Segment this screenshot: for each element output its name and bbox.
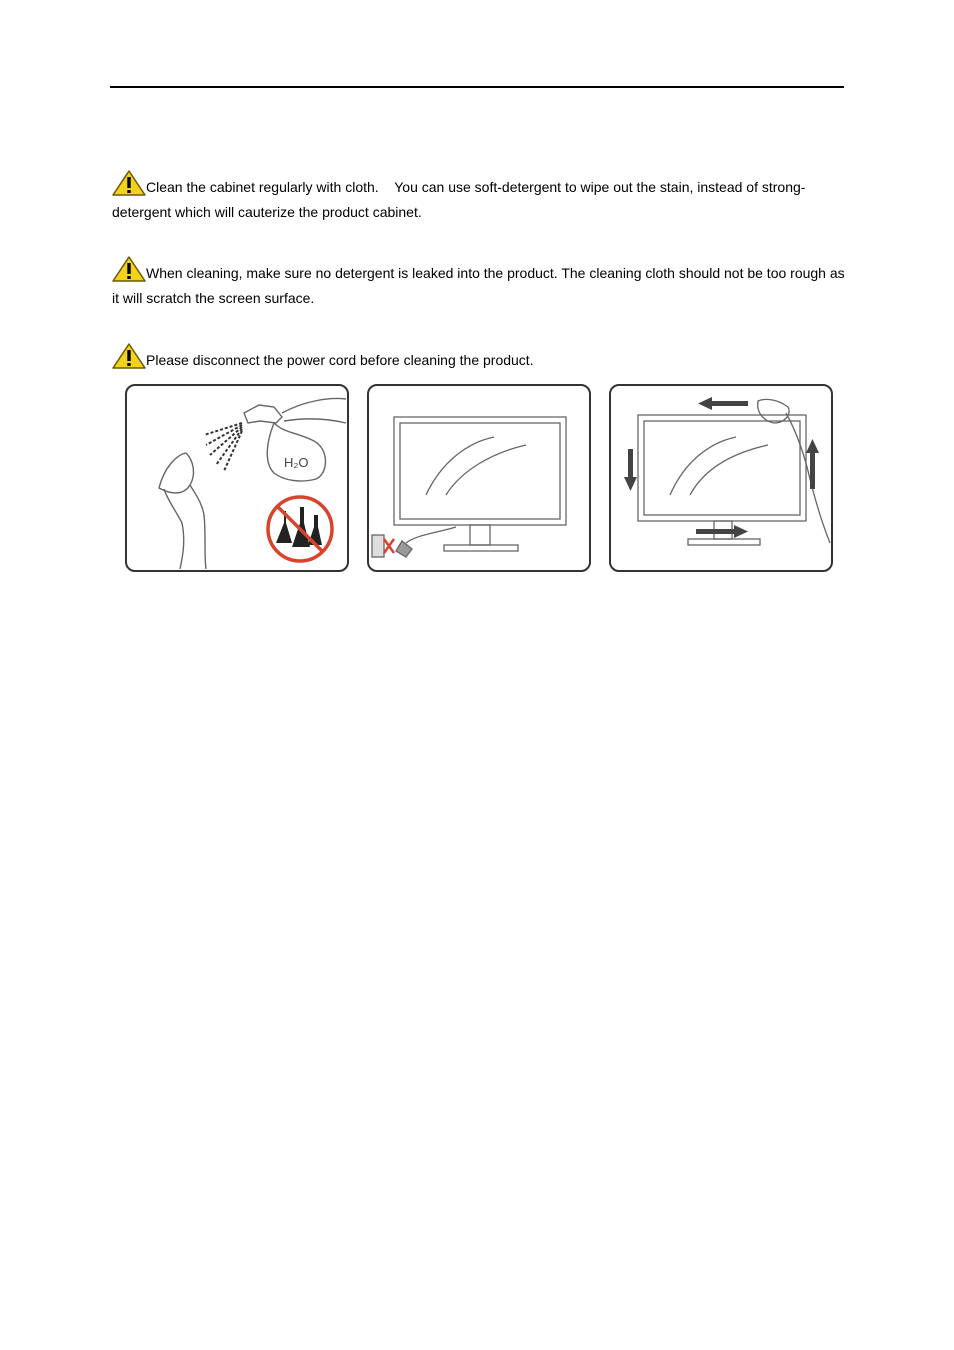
spray-label: H₂O (284, 455, 309, 470)
warning-text: When cleaning, make sure no detergent is leaked into the product. The cleaning cloth should not be too rough as it will scratch the screen surface. (112, 265, 845, 306)
warning-paragraph-detergent (112, 256, 848, 311)
header-rule (110, 86, 844, 88)
warning-triangle-icon (112, 256, 146, 282)
warning-paragraph-cabinet (112, 170, 848, 225)
figure-unplug-power (366, 383, 592, 573)
warning-paragraph-power (112, 343, 848, 373)
cleaning-illustrations (124, 383, 836, 575)
warning-triangle-icon (112, 170, 146, 196)
figure-wipe-screen (608, 383, 834, 573)
no-chemicals-icon (268, 497, 332, 561)
figure-spray-cloth (124, 383, 350, 573)
warning-text: Please disconnect the power cord before cleaning the product. (146, 352, 534, 368)
warning-triangle-icon (112, 343, 146, 369)
warning-text: Clean the cabinet regularly with cloth. You can use soft-detergent to wipe out the stain, instead of strong-detergent which will cauterize the product cabinet. (112, 179, 806, 220)
